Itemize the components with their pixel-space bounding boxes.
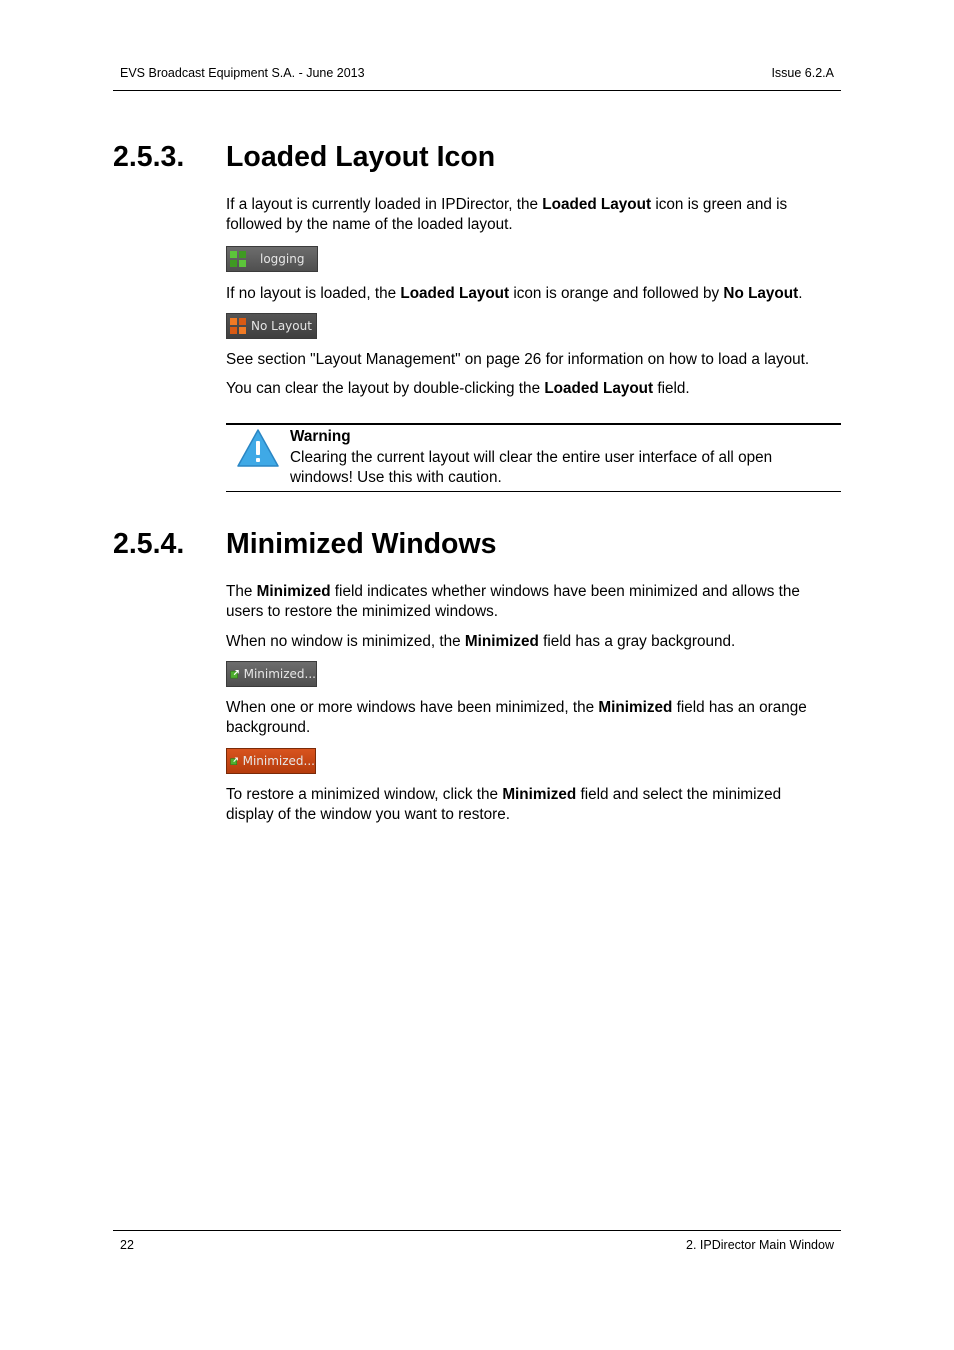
text-run: icon is orange and followed by <box>509 285 724 302</box>
text-run: field and select the minimized display of the window you want to restore. <box>226 786 782 823</box>
restore-window-icon <box>230 754 239 768</box>
minimized-widget-gray[interactable] <box>226 661 317 687</box>
text-run: To restore a minimized window, click the <box>226 786 503 803</box>
minimized-widget-orange[interactable] <box>226 748 316 774</box>
restore-window-icon <box>230 667 240 681</box>
paragraph <box>226 632 826 652</box>
section-title: Loaded Layout Icon <box>226 141 496 173</box>
layout-green-icon <box>230 251 246 267</box>
text-run: When no window is minimized, the <box>226 633 465 650</box>
text-run: . <box>798 285 803 302</box>
bold-term: No Layout <box>723 285 799 302</box>
footer-chapter: 2. IPDirector Main Window <box>686 1238 834 1252</box>
warning-title: Warning <box>290 428 351 445</box>
text-run: When one or more windows have been minimized, the <box>226 699 599 716</box>
text-run: You can clear the layout by double-clicking the <box>226 380 545 397</box>
page-number: 22 <box>120 1238 134 1252</box>
minimized-label: Minimized... <box>243 667 316 681</box>
page-header-right: Issue 6.2.A <box>771 66 834 80</box>
paragraph <box>226 698 826 738</box>
bold-term: Loaded Layout <box>542 196 652 213</box>
bold-term: Loaded Layout <box>400 285 510 302</box>
paragraph <box>226 379 826 399</box>
text-run: field indicates whether windows have been minimized and allows the users to restore the minimized windows. <box>226 583 800 620</box>
text-run: See section "Layout Management" on page 26 for information on how to load a layout. <box>226 351 810 368</box>
no-layout-label: No Layout <box>251 319 312 333</box>
paragraph <box>226 195 826 235</box>
paragraph <box>226 582 826 622</box>
bold-term: Loaded Layout <box>544 380 654 397</box>
bold-term: Minimized <box>256 583 331 600</box>
text-run: If no layout is loaded, the <box>226 285 401 302</box>
minimized-label: Minimized... <box>242 754 315 768</box>
bold-term: Minimized <box>598 699 673 716</box>
text-run: The <box>226 583 257 600</box>
header-rule <box>113 90 841 91</box>
warning-text: Clearing the current layout will clear the entire user interface of all open windows! Use this with caution. <box>290 449 773 486</box>
page-header-left: EVS Broadcast Equipment S.A. - June 2013 <box>120 66 365 80</box>
layout-orange-icon <box>230 318 246 334</box>
footer-rule <box>113 1230 841 1231</box>
section-number: 2.5.3. <box>113 141 185 173</box>
text-run: icon is green and is followed by the name of the loaded layout. <box>226 196 788 233</box>
section-number: 2.5.4. <box>113 528 185 560</box>
paragraph <box>226 785 826 825</box>
text-run: field. <box>653 380 690 397</box>
text-run: field has an orange background. <box>226 699 807 736</box>
paragraph <box>226 350 846 370</box>
loaded-layout-widget[interactable] <box>226 246 318 272</box>
bold-term: Minimized <box>502 786 577 803</box>
loaded-layout-label: logging <box>260 252 305 266</box>
section-title: Minimized Windows <box>226 528 497 560</box>
bold-term: Minimized <box>464 633 539 650</box>
text-run: field has a gray background. <box>538 633 736 650</box>
no-layout-widget[interactable] <box>226 313 317 339</box>
warning-box <box>226 423 841 492</box>
warning-triangle-icon <box>236 428 280 468</box>
text-run: If a layout is currently loaded in IPDirector, the <box>226 196 543 213</box>
paragraph <box>226 284 826 304</box>
